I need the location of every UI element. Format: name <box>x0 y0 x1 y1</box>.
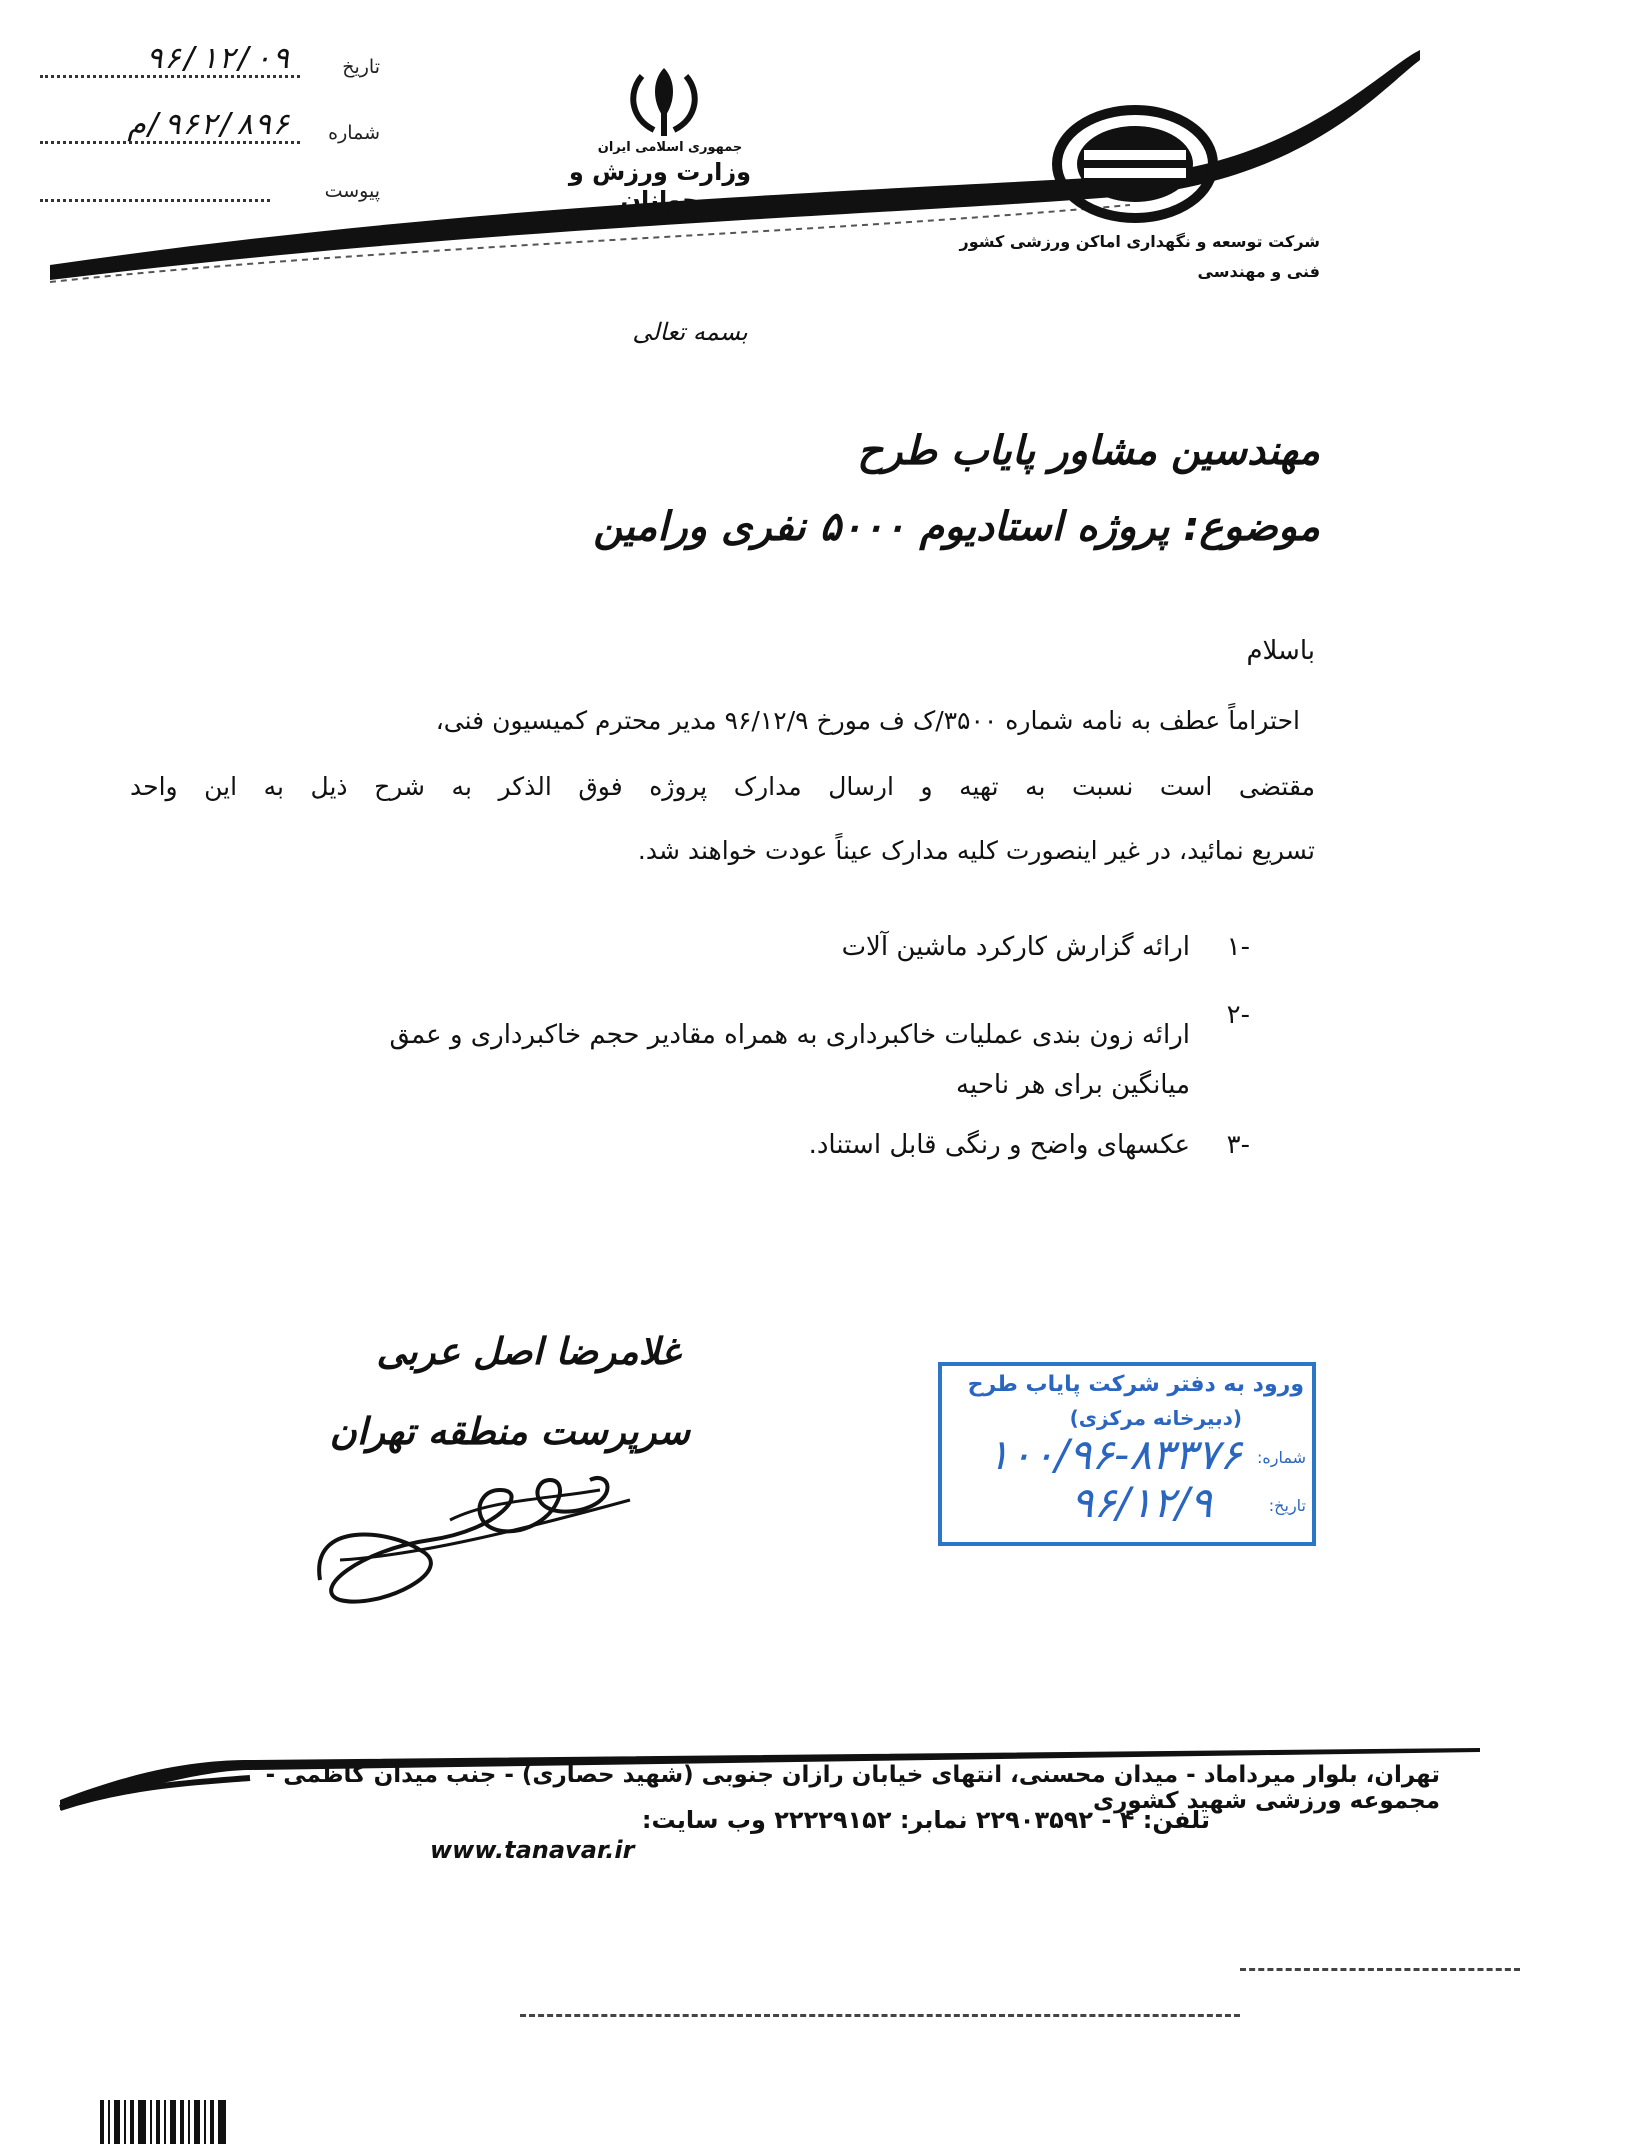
ministry-country: جمهوری اسلامی ایران <box>597 140 743 155</box>
stamp-subtitle: (دبیرخانه مرکزی) <box>1069 1406 1242 1430</box>
attachment-label: پیوست <box>324 180 380 202</box>
list-item-2-text-line-1: ارائه زون بندی عملیات خاکبرداری به همراه مقادیر حجم خاکبرداری و عمق <box>389 1020 1190 1050</box>
footer-phone: تلفن: ۴ - ۲۲۹۰۳۵۹۲ نمابر: ۲۲۲۲۹۱۵۲ وب سایت: <box>641 1806 1210 1834</box>
receipt-stamp <box>938 1362 1316 1546</box>
stamp-title: ورود به دفتر شرکت پایاب طرح <box>967 1372 1304 1397</box>
company-department: فنی و مهندسی <box>1197 262 1320 281</box>
greeting: باسلام <box>1246 636 1315 666</box>
company-name: شرکت توسعه و نگهداری اماکن ورزشی کشور <box>959 232 1320 251</box>
attachment-row <box>40 166 380 206</box>
signer-title: سرپرست منطقه تهران <box>329 1410 690 1453</box>
stamp-date-value: ۹۶/۱۲/۹ <box>1070 1478 1212 1527</box>
footer-address: تهران، بلوار میرداماد - میدان محسنی، انتهای خیابان رازان جنوبی (شهید حصاری) - جنب میدان کاظمی - مجموعه ورزشی شهید کشوری <box>265 1762 1440 1814</box>
list-item-1-number: ۱- <box>1226 932 1250 962</box>
number-value: ۹۶۲/۸۹۶/م <box>127 107 290 142</box>
stamp-number-label: شماره: <box>1256 1448 1306 1467</box>
stamp-date-label: تاریخ: <box>1268 1496 1306 1515</box>
list-item-3-text: عکسهای واضح و رنگی قابل استناد. <box>808 1130 1190 1160</box>
subject: موضوع: پروژه استادیوم ۵۰۰۰ نفری ورامین <box>593 504 1320 550</box>
ministry-name: وزارت ورزش و جوانان <box>568 158 752 214</box>
barcode-icon <box>100 2100 240 2144</box>
number-row <box>40 108 380 148</box>
date-value: ۹۶/۱۲/۰۹ <box>145 41 290 76</box>
signer-name: غلامرضا اصل عربی <box>376 1330 680 1373</box>
list-item-3-number: ۳- <box>1226 1130 1250 1160</box>
signature-image <box>300 1460 660 1620</box>
date-row <box>40 42 380 82</box>
bottom-rule <box>520 2014 1240 2017</box>
list-item-2-number: ۲- <box>1226 1000 1250 1030</box>
invocation: بسمه تعالی <box>632 318 748 346</box>
date-label: تاریخ <box>342 56 380 78</box>
number-label: شماره <box>328 122 380 144</box>
list-item-2-text-line-2: میانگین برای هر ناحیه <box>956 1070 1190 1100</box>
bottom-rule-right <box>1240 1968 1520 1971</box>
body-line-1: احتراماً عطف به نامه شماره ۳۵۰۰/ک ف مورخ ۹۶/۱۲/۹ مدیر محترم کمیسیون فنی، <box>435 706 1300 735</box>
recipient: مهندسین مشاور پایاب طرح <box>857 428 1320 474</box>
company-logo-icon <box>1052 104 1218 224</box>
body-line-3: تسریع نمائید، در غیر اینصورت کلیه مدارک عیناً عودت خواهند شد. <box>637 836 1315 865</box>
iran-emblem-icon <box>624 62 704 140</box>
body-line-2: مقتضی است نسبت به تهیه و ارسال مدارک پروژه فوق الذکر به شرح ذیل به این واحد <box>130 772 1315 801</box>
footer-website: www.tanavar.ir <box>430 1836 635 1864</box>
stamp-number-value: ۱۰۰/۹۶-۸۳۳۷۶ <box>987 1430 1242 1479</box>
list-item-1-text: ارائه گزارش کارکرد ماشین آلات <box>841 932 1190 962</box>
